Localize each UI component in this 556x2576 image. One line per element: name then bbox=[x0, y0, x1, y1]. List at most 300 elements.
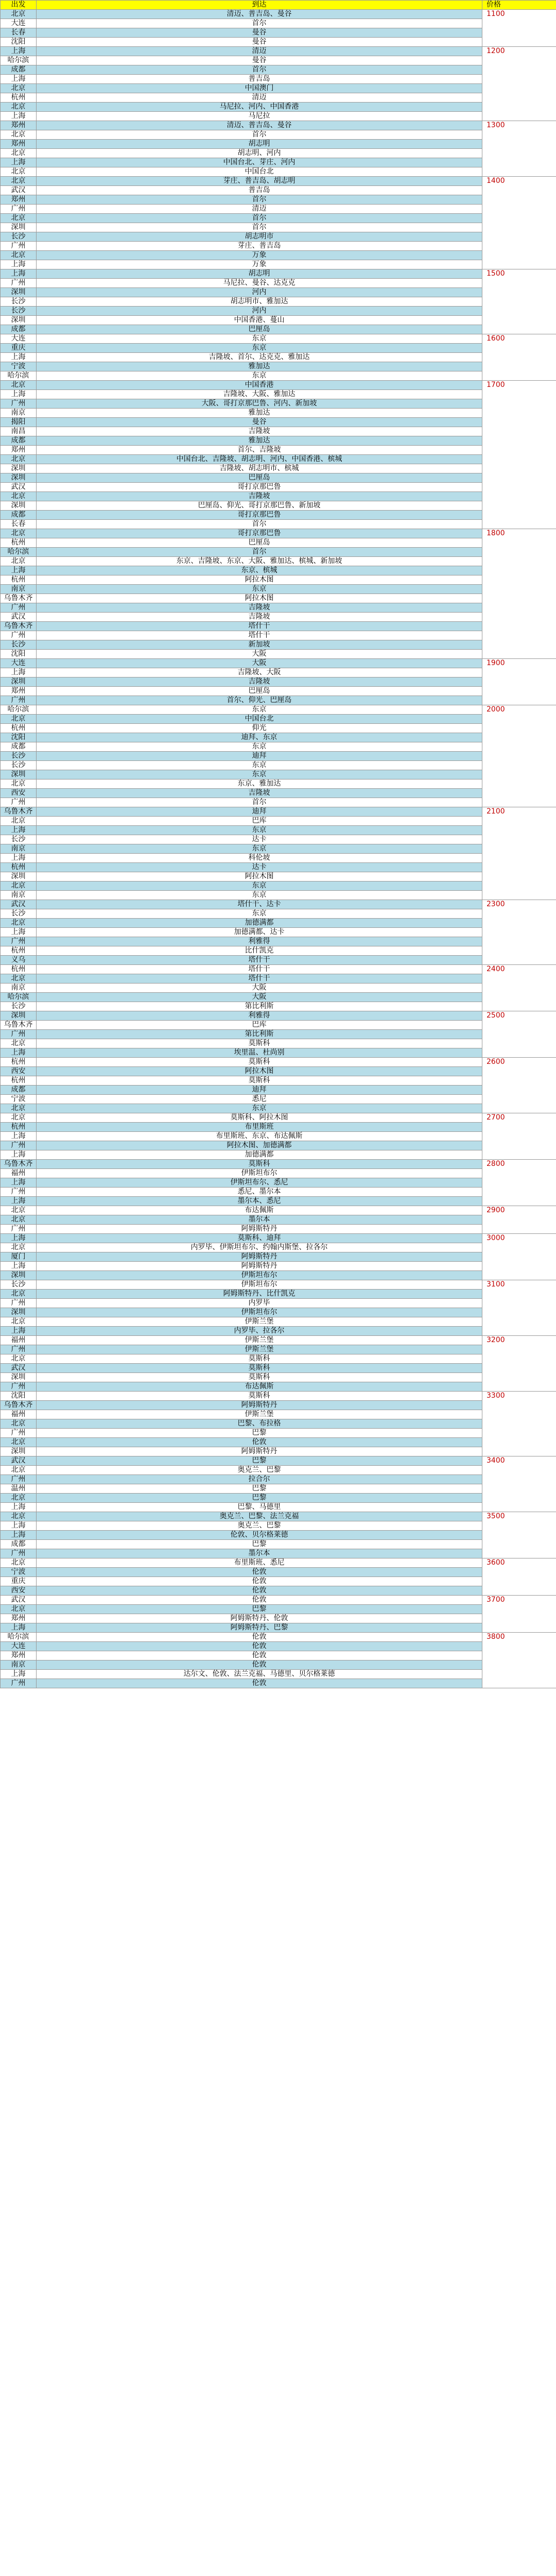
origin-cell: 成都 bbox=[1, 65, 37, 75]
price-cell: 3100 bbox=[482, 1280, 556, 1336]
table-row bbox=[1, 937, 556, 946]
table-row bbox=[1, 854, 556, 863]
destination-cell: 首尔 bbox=[37, 65, 482, 75]
origin-cell: 北京 bbox=[1, 1419, 37, 1429]
destination-cell: 阿拉木图 bbox=[37, 575, 482, 585]
destination-cell: 首尔 bbox=[37, 548, 482, 557]
table-row bbox=[1, 1475, 556, 1484]
table-row bbox=[1, 205, 556, 214]
destination-cell: 伦敦 bbox=[37, 1679, 482, 1688]
destination-cell: 内罗毕 bbox=[37, 1299, 482, 1308]
destination-cell: 胡志明 bbox=[37, 269, 482, 279]
destination-cell: 雅加达 bbox=[37, 362, 482, 371]
origin-cell: 哈尔滨 bbox=[1, 1633, 37, 1642]
table-row bbox=[1, 177, 556, 186]
origin-cell: 上海 bbox=[1, 928, 37, 937]
origin-cell: 上海 bbox=[1, 1197, 37, 1206]
table-row bbox=[1, 817, 556, 826]
origin-cell: 西安 bbox=[1, 1067, 37, 1076]
destination-cell: 加德满都 bbox=[37, 919, 482, 928]
origin-cell: 乌鲁木齐 bbox=[1, 1021, 37, 1030]
origin-cell: 上海 bbox=[1, 1521, 37, 1531]
origin-cell: 成都 bbox=[1, 511, 37, 520]
origin-cell: 武汉 bbox=[1, 900, 37, 909]
origin-cell: 北京 bbox=[1, 974, 37, 984]
price-cell: 1400 bbox=[482, 177, 556, 269]
table-row bbox=[1, 1633, 556, 1642]
origin-cell: 沈阳 bbox=[1, 38, 37, 47]
origin-cell: 上海 bbox=[1, 1531, 37, 1540]
destination-cell: 塔什干、达卡 bbox=[37, 900, 482, 909]
table-row bbox=[1, 195, 556, 205]
table-row bbox=[1, 613, 556, 622]
table-row bbox=[1, 928, 556, 937]
destination-cell: 芽庄、普吉岛、胡志明 bbox=[37, 177, 482, 186]
destination-cell: 普吉岛 bbox=[37, 75, 482, 84]
destination-cell: 伊斯坦布尔 bbox=[37, 1280, 482, 1290]
table-row bbox=[1, 1660, 556, 1670]
table-row bbox=[1, 28, 556, 38]
table-row bbox=[1, 1410, 556, 1419]
table-row bbox=[1, 334, 556, 344]
destination-cell: 东京、槟城 bbox=[37, 566, 482, 575]
origin-cell: 广州 bbox=[1, 1345, 37, 1354]
origin-cell: 西安 bbox=[1, 1586, 37, 1596]
destination-cell: 伦敦 bbox=[37, 1568, 482, 1577]
destination-cell: 大阪 bbox=[37, 650, 482, 659]
table-row bbox=[1, 1206, 556, 1215]
origin-cell: 上海 bbox=[1, 1178, 37, 1188]
table-row bbox=[1, 297, 556, 307]
origin-cell: 上海 bbox=[1, 668, 37, 677]
origin-cell: 杭州 bbox=[1, 93, 37, 103]
origin-cell: 上海 bbox=[1, 854, 37, 863]
origin-cell: 厦门 bbox=[1, 1252, 37, 1262]
destination-cell: 巴黎 bbox=[37, 1605, 482, 1614]
table-row bbox=[1, 974, 556, 984]
table-row bbox=[1, 1290, 556, 1299]
table-row bbox=[1, 1345, 556, 1354]
table-row bbox=[1, 1197, 556, 1206]
table-row bbox=[1, 529, 556, 538]
destination-cell: 阿拉木图、加德满都 bbox=[37, 1141, 482, 1150]
origin-cell: 长沙 bbox=[1, 307, 37, 316]
destination-cell: 东京 bbox=[37, 882, 482, 891]
destination-cell: 东京 bbox=[37, 826, 482, 835]
destination-cell: 曼谷 bbox=[37, 56, 482, 65]
origin-cell: 杭州 bbox=[1, 724, 37, 733]
destination-cell: 伦敦 bbox=[37, 1642, 482, 1651]
destination-cell: 大阪 bbox=[37, 659, 482, 668]
destination-cell: 布里斯班、悉尼 bbox=[37, 1558, 482, 1568]
table-row bbox=[1, 1076, 556, 1086]
origin-cell: 北京 bbox=[1, 177, 37, 186]
destination-cell: 河内 bbox=[37, 288, 482, 297]
origin-cell: 长沙 bbox=[1, 761, 37, 770]
destination-cell: 首尔 bbox=[37, 520, 482, 529]
origin-cell: 乌鲁木齐 bbox=[1, 622, 37, 631]
origin-cell: 杭州 bbox=[1, 946, 37, 956]
origin-cell: 北京 bbox=[1, 1290, 37, 1299]
destination-cell: 奥克兰、巴黎、法兰克福 bbox=[37, 1512, 482, 1521]
destination-cell: 首尔 bbox=[37, 19, 482, 28]
destination-cell: 莫斯科 bbox=[37, 1058, 482, 1067]
destination-cell: 科伦坡 bbox=[37, 854, 482, 863]
price-header: 价格 bbox=[482, 1, 556, 10]
destination-cell: 巴黎 bbox=[37, 1429, 482, 1438]
origin-cell: 上海 bbox=[1, 1132, 37, 1141]
table-row bbox=[1, 1252, 556, 1262]
destination-cell: 吉隆坡、大阪、雅加达 bbox=[37, 390, 482, 399]
table-row bbox=[1, 38, 556, 47]
price-cell: 2400 bbox=[482, 965, 556, 1011]
origin-cell: 广州 bbox=[1, 631, 37, 640]
table-row bbox=[1, 1086, 556, 1095]
destination-cell: 中国香港、蔓山 bbox=[37, 316, 482, 325]
table-row bbox=[1, 1150, 556, 1160]
table-row bbox=[1, 483, 556, 492]
origin-cell: 成都 bbox=[1, 742, 37, 752]
table-row bbox=[1, 956, 556, 965]
price-cell: 2600 bbox=[482, 1058, 556, 1113]
table-row bbox=[1, 1549, 556, 1558]
origin-cell: 上海 bbox=[1, 1670, 37, 1679]
origin-cell: 北京 bbox=[1, 84, 37, 93]
destination-cell: 中国台北、芽庄、河内 bbox=[37, 158, 482, 167]
table-row bbox=[1, 789, 556, 798]
destination-cell: 首尔 bbox=[37, 223, 482, 232]
table-row bbox=[1, 640, 556, 650]
price-cell: 2900 bbox=[482, 1206, 556, 1234]
table-row bbox=[1, 1243, 556, 1252]
origin-cell: 长沙 bbox=[1, 909, 37, 919]
destination-cell: 悉尼 bbox=[37, 1095, 482, 1104]
destination-cell: 胡志明市、雅加达 bbox=[37, 297, 482, 307]
origin-cell: 大连 bbox=[1, 19, 37, 28]
destination-cell: 塔什干 bbox=[37, 965, 482, 974]
table-row bbox=[1, 353, 556, 362]
origin-cell: 北京 bbox=[1, 492, 37, 501]
origin-cell: 大连 bbox=[1, 659, 37, 668]
table-row bbox=[1, 1623, 556, 1633]
origin-cell: 上海 bbox=[1, 158, 37, 167]
table-row bbox=[1, 47, 556, 56]
destination-cell: 首尔 bbox=[37, 214, 482, 223]
origin-cell: 长春 bbox=[1, 520, 37, 529]
table-row bbox=[1, 409, 556, 418]
price-cell: 3500 bbox=[482, 1512, 556, 1558]
destination-header: 到达 bbox=[37, 1, 482, 10]
destination-cell: 吉隆坡 bbox=[37, 677, 482, 687]
origin-cell: 上海 bbox=[1, 47, 37, 56]
destination-cell: 巴厘岛、仰光、哥打京那巴鲁、新加坡 bbox=[37, 501, 482, 511]
origin-cell: 深圳 bbox=[1, 872, 37, 882]
table-row bbox=[1, 752, 556, 761]
destination-cell: 莫斯科 bbox=[37, 1354, 482, 1364]
table-row bbox=[1, 260, 556, 269]
table-row bbox=[1, 511, 556, 520]
origin-cell: 郑州 bbox=[1, 446, 37, 455]
origin-cell: 南京 bbox=[1, 844, 37, 854]
origin-cell: 广州 bbox=[1, 1188, 37, 1197]
destination-cell: 塔什干 bbox=[37, 956, 482, 965]
destination-cell: 吉隆坡、首尔、达克克、雅加达 bbox=[37, 353, 482, 362]
table-row bbox=[1, 103, 556, 112]
origin-cell: 深圳 bbox=[1, 1447, 37, 1456]
destination-cell: 曼谷 bbox=[37, 418, 482, 427]
table-row bbox=[1, 1113, 556, 1123]
origin-cell: 广州 bbox=[1, 1141, 37, 1150]
destination-cell: 首尔 bbox=[37, 798, 482, 807]
origin-cell: 杭州 bbox=[1, 863, 37, 872]
origin-cell: 北京 bbox=[1, 882, 37, 891]
origin-cell: 长沙 bbox=[1, 1002, 37, 1011]
destination-cell: 吉隆坡 bbox=[37, 789, 482, 798]
destination-cell: 莫斯科 bbox=[37, 1160, 482, 1169]
origin-cell: 北京 bbox=[1, 1104, 37, 1113]
origin-cell: 武汉 bbox=[1, 1596, 37, 1605]
origin-cell: 西安 bbox=[1, 789, 37, 798]
table-row bbox=[1, 1067, 556, 1076]
table-row bbox=[1, 1299, 556, 1308]
origin-cell: 宁波 bbox=[1, 362, 37, 371]
destination-cell: 墨尔本 bbox=[37, 1549, 482, 1558]
destination-cell: 吉隆坡 bbox=[37, 492, 482, 501]
origin-cell: 北京 bbox=[1, 10, 37, 19]
destination-cell: 哥打京那巴鲁 bbox=[37, 511, 482, 520]
origin-cell: 广州 bbox=[1, 205, 37, 214]
origin-cell: 乌鲁木齐 bbox=[1, 594, 37, 603]
table-row bbox=[1, 418, 556, 427]
price-cell: 1100 bbox=[482, 10, 556, 47]
origin-cell: 沈阳 bbox=[1, 733, 37, 742]
table-row bbox=[1, 696, 556, 705]
origin-cell: 郑州 bbox=[1, 1651, 37, 1660]
table-row bbox=[1, 844, 556, 854]
origin-cell: 长沙 bbox=[1, 297, 37, 307]
table-row bbox=[1, 1447, 556, 1456]
origin-cell: 杭州 bbox=[1, 1058, 37, 1067]
table-row bbox=[1, 1271, 556, 1280]
origin-cell: 广州 bbox=[1, 1429, 37, 1438]
table-row bbox=[1, 279, 556, 288]
origin-cell: 上海 bbox=[1, 1234, 37, 1243]
destination-cell: 第比利斯 bbox=[37, 1030, 482, 1039]
destination-cell: 迪拜 bbox=[37, 807, 482, 817]
origin-cell: 北京 bbox=[1, 817, 37, 826]
table-row bbox=[1, 807, 556, 817]
table-row bbox=[1, 1586, 556, 1596]
origin-cell: 上海 bbox=[1, 260, 37, 269]
origin-cell: 重庆 bbox=[1, 1577, 37, 1586]
destination-cell: 东京、吉隆坡、东京、大阪、雅加达、槟城、新加坡 bbox=[37, 557, 482, 566]
origin-cell: 广州 bbox=[1, 603, 37, 613]
table-row bbox=[1, 10, 556, 19]
table-row bbox=[1, 575, 556, 585]
origin-cell: 北京 bbox=[1, 381, 37, 390]
table-row bbox=[1, 223, 556, 232]
origin-cell: 北京 bbox=[1, 455, 37, 464]
destination-cell: 东京 bbox=[37, 334, 482, 344]
table-row bbox=[1, 130, 556, 140]
table-row bbox=[1, 900, 556, 909]
table-row bbox=[1, 446, 556, 455]
destination-cell: 内罗毕、拉各尔 bbox=[37, 1327, 482, 1336]
origin-cell: 广州 bbox=[1, 798, 37, 807]
destination-cell: 东京 bbox=[37, 742, 482, 752]
destination-cell: 墨尔本 bbox=[37, 1215, 482, 1225]
origin-cell: 郑州 bbox=[1, 140, 37, 149]
origin-cell: 福州 bbox=[1, 1336, 37, 1345]
destination-cell: 吉隆坡、胡志明市、槟城 bbox=[37, 464, 482, 473]
origin-cell: 哈尔滨 bbox=[1, 548, 37, 557]
destination-cell: 巴黎 bbox=[37, 1540, 482, 1549]
header-row bbox=[1, 1, 556, 10]
destination-cell: 墨尔本、悉尼 bbox=[37, 1197, 482, 1206]
origin-cell: 上海 bbox=[1, 1262, 37, 1271]
origin-cell: 成都 bbox=[1, 436, 37, 446]
destination-cell: 莫斯科 bbox=[37, 1364, 482, 1373]
origin-cell: 上海 bbox=[1, 1327, 37, 1336]
destination-cell: 莫斯科 bbox=[37, 1039, 482, 1048]
destination-cell: 哥打京那巴鲁 bbox=[37, 483, 482, 492]
destination-cell: 东京 bbox=[37, 909, 482, 919]
origin-cell: 北京 bbox=[1, 130, 37, 140]
table-row bbox=[1, 724, 556, 733]
table-row bbox=[1, 427, 556, 436]
origin-cell: 北京 bbox=[1, 1558, 37, 1568]
table-row bbox=[1, 919, 556, 928]
destination-cell: 布达佩斯 bbox=[37, 1382, 482, 1392]
price-cell: 1800 bbox=[482, 529, 556, 659]
destination-cell: 中国台北 bbox=[37, 715, 482, 724]
table-row bbox=[1, 112, 556, 121]
table-row bbox=[1, 390, 556, 399]
destination-cell: 迪拜、东京 bbox=[37, 733, 482, 742]
destination-cell: 阿拉木图 bbox=[37, 872, 482, 882]
table-row bbox=[1, 1438, 556, 1447]
destination-cell: 巴黎 bbox=[37, 1484, 482, 1494]
origin-cell: 南京 bbox=[1, 585, 37, 594]
destination-cell: 伦敦 bbox=[37, 1577, 482, 1586]
destination-cell: 东京 bbox=[37, 705, 482, 715]
destination-cell: 东京 bbox=[37, 761, 482, 770]
destination-cell: 伦敦、贝尔格莱德 bbox=[37, 1531, 482, 1540]
destination-cell: 伊斯坦布尔 bbox=[37, 1169, 482, 1178]
origin-cell: 深圳 bbox=[1, 677, 37, 687]
origin-cell: 乌鲁木齐 bbox=[1, 1401, 37, 1410]
table-row bbox=[1, 158, 556, 167]
table-row bbox=[1, 779, 556, 789]
table-row bbox=[1, 436, 556, 446]
table-row bbox=[1, 1132, 556, 1141]
table-row bbox=[1, 566, 556, 575]
table-row bbox=[1, 1651, 556, 1660]
table-row bbox=[1, 1336, 556, 1345]
origin-cell: 武汉 bbox=[1, 186, 37, 195]
destination-cell: 迪拜 bbox=[37, 752, 482, 761]
origin-cell: 北京 bbox=[1, 919, 37, 928]
origin-cell: 揭阳 bbox=[1, 418, 37, 427]
destination-cell: 巴厘岛 bbox=[37, 473, 482, 483]
destination-cell: 阿姆斯特丹 bbox=[37, 1401, 482, 1410]
destination-cell: 胡志明 bbox=[37, 140, 482, 149]
fare-table-body bbox=[1, 10, 556, 1688]
destination-cell: 大阪 bbox=[37, 993, 482, 1002]
origin-cell: 哈尔滨 bbox=[1, 371, 37, 381]
origin-cell: 沈阳 bbox=[1, 650, 37, 659]
table-row bbox=[1, 1058, 556, 1067]
destination-cell: 清迈 bbox=[37, 205, 482, 214]
table-row bbox=[1, 1401, 556, 1410]
destination-cell: 巴黎、布拉格 bbox=[37, 1419, 482, 1429]
destination-cell: 阿姆斯特丹 bbox=[37, 1225, 482, 1234]
table-row bbox=[1, 1540, 556, 1549]
table-row bbox=[1, 1503, 556, 1512]
origin-cell: 哈尔滨 bbox=[1, 56, 37, 65]
destination-cell: 布里斯班 bbox=[37, 1123, 482, 1132]
origin-cell: 广州 bbox=[1, 696, 37, 705]
table-row bbox=[1, 473, 556, 483]
origin-cell: 武汉 bbox=[1, 1364, 37, 1373]
table-row bbox=[1, 1327, 556, 1336]
origin-cell: 上海 bbox=[1, 1503, 37, 1512]
origin-cell: 广州 bbox=[1, 1225, 37, 1234]
table-row bbox=[1, 863, 556, 872]
destination-cell: 河内 bbox=[37, 307, 482, 316]
origin-cell: 重庆 bbox=[1, 344, 37, 353]
origin-cell: 宁波 bbox=[1, 1568, 37, 1577]
table-row bbox=[1, 371, 556, 381]
table-row bbox=[1, 705, 556, 715]
table-row bbox=[1, 1596, 556, 1605]
table-row bbox=[1, 594, 556, 603]
table-row bbox=[1, 1568, 556, 1577]
table-row bbox=[1, 984, 556, 993]
destination-cell: 达卡 bbox=[37, 863, 482, 872]
destination-cell: 吉隆坡、大阪 bbox=[37, 668, 482, 677]
origin-cell: 杭州 bbox=[1, 965, 37, 974]
origin-cell: 广州 bbox=[1, 1549, 37, 1558]
origin-cell: 郑州 bbox=[1, 1614, 37, 1623]
destination-cell: 比什凯克 bbox=[37, 946, 482, 956]
table-row bbox=[1, 399, 556, 409]
table-row bbox=[1, 1048, 556, 1058]
origin-cell: 长沙 bbox=[1, 752, 37, 761]
table-row bbox=[1, 1484, 556, 1494]
origin-cell: 宁波 bbox=[1, 1095, 37, 1104]
destination-cell: 东京 bbox=[37, 891, 482, 900]
table-row bbox=[1, 1531, 556, 1540]
destination-cell: 伊斯兰堡 bbox=[37, 1317, 482, 1327]
destination-cell: 清迈 bbox=[37, 47, 482, 56]
table-row bbox=[1, 1030, 556, 1039]
table-row bbox=[1, 677, 556, 687]
table-row bbox=[1, 1317, 556, 1327]
origin-cell: 上海 bbox=[1, 826, 37, 835]
destination-cell: 万象 bbox=[37, 251, 482, 260]
table-row bbox=[1, 882, 556, 891]
destination-cell: 阿姆斯特丹、伦敦 bbox=[37, 1614, 482, 1623]
table-row bbox=[1, 1234, 556, 1243]
destination-cell: 内罗毕、伊斯坦布尔、约翰内斯堡、拉各尔 bbox=[37, 1243, 482, 1252]
table-row bbox=[1, 1642, 556, 1651]
price-cell: 2300 bbox=[482, 900, 556, 965]
destination-cell: 万象 bbox=[37, 260, 482, 269]
table-row bbox=[1, 798, 556, 807]
table-row bbox=[1, 1364, 556, 1373]
origin-cell: 广州 bbox=[1, 279, 37, 288]
